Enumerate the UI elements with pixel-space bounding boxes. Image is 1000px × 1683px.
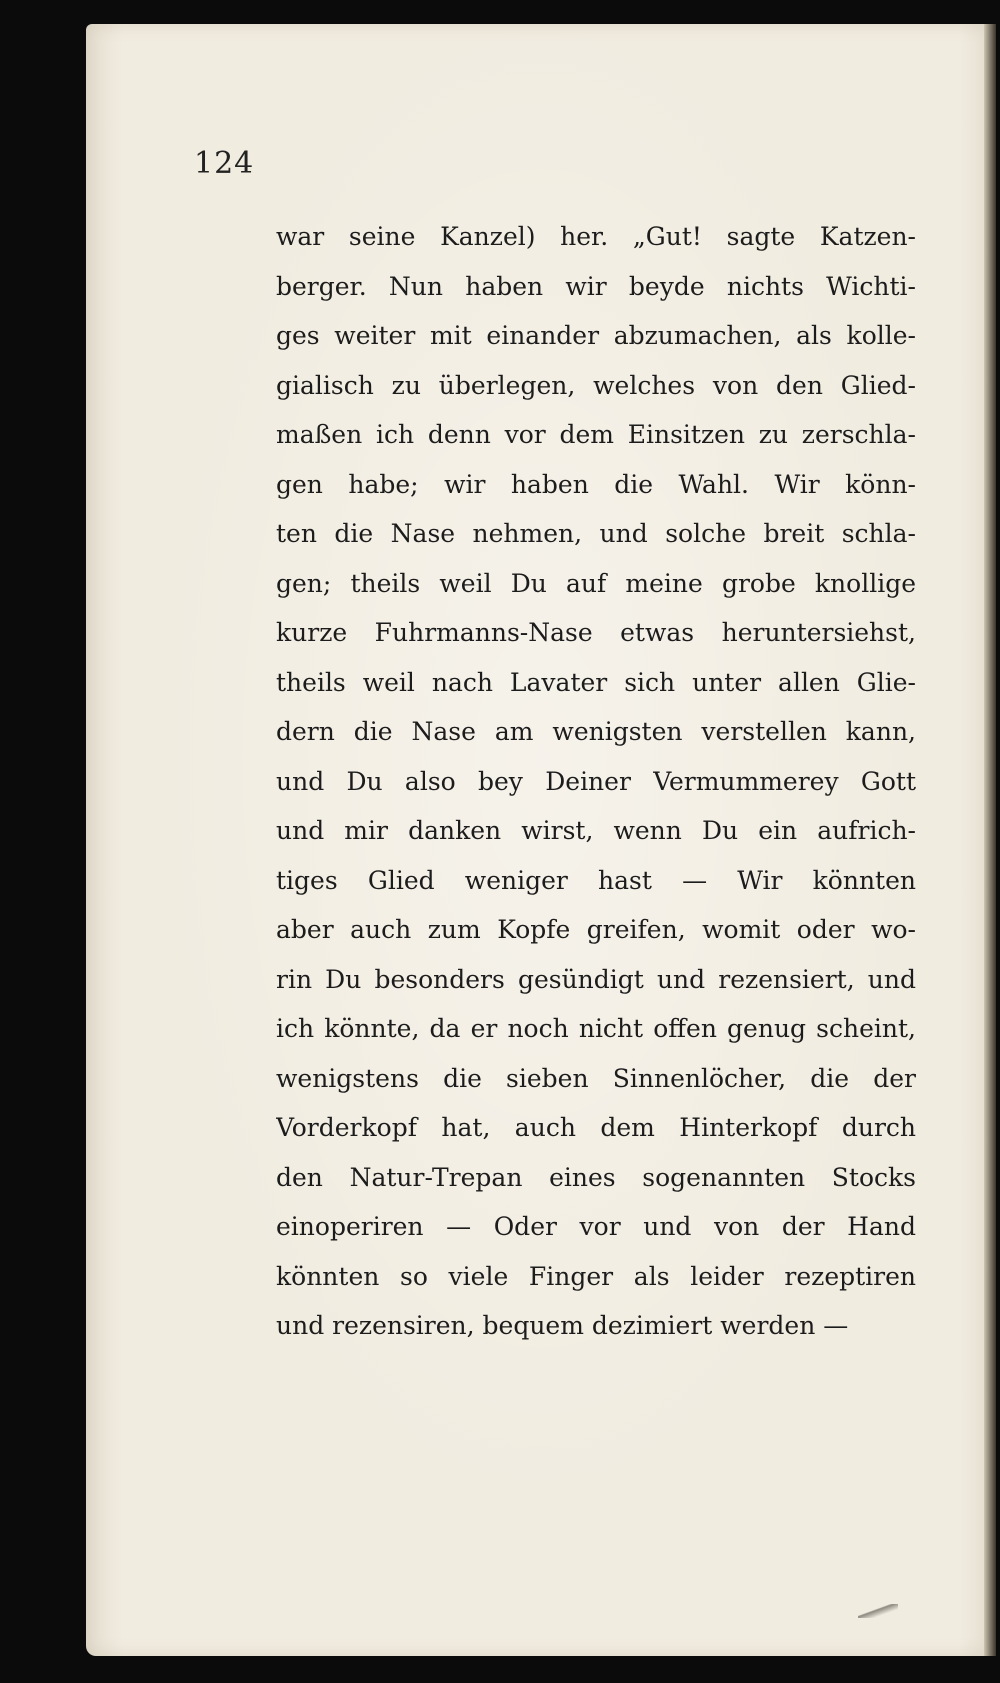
text-line: kurze Fuhrmanns-Nase etwas heruntersiehst, [276, 618, 916, 647]
page-edge-shadow [984, 24, 996, 1656]
text-line: aber auch zum Kopfe greifen, womit oder wo- [276, 915, 916, 944]
text-line: rin Du besonders gesündigt und rezensiert, und [276, 964, 916, 994]
text-line: maßen ich denn vor dem Einsitzen zu zerschla- [276, 420, 916, 449]
text-line: gialisch zu überlegen, welches von den Glied- [276, 370, 916, 400]
text-line: wenigstens die sieben Sinnenlöcher, die der [276, 1063, 916, 1093]
text-line: dern die Nase am wenigsten verstellen kann, [276, 717, 916, 746]
text-line: und rezensiren, bequem dezimiert werden — [276, 1311, 849, 1340]
text-line: ten die Nase nehmen, und solche breit schla- [276, 519, 916, 548]
text-line: könnten so viele Finger als leider rezeptiren [276, 1261, 916, 1291]
text-line: theils weil nach Lavater sich unter allen Glie- [276, 667, 916, 697]
text-line: tiges Glied weniger hast — Wir könnten [276, 865, 916, 895]
text-line: war seine Kanzel) her. „Gut! sagte Katzen- [276, 222, 916, 251]
text-line: einoperiren — Oder vor und von der Hand [276, 1212, 916, 1241]
text-line: Vorderkopf hat, auch dem Hinterkopf durch [276, 1113, 916, 1142]
page-corner-mark [858, 1604, 898, 1618]
text-line: ges weiter mit einander abzumachen, als kolle- [276, 321, 916, 350]
text-line: den Natur-Trepan eines sogenannten Stocks [276, 1162, 916, 1192]
text-line: ich könnte, da er noch nicht offen genug scheint, [276, 1014, 916, 1043]
body-text [276, 212, 916, 1351]
text-line: und Du also bey Deiner Vermummerey Gott [276, 766, 916, 796]
text-line: gen habe; wir haben die Wahl. Wir könn- [276, 469, 916, 499]
text-line: und mir danken wirst, wenn Du ein aufrich- [276, 816, 916, 845]
text-line: gen; theils weil Du auf meine grobe knollige [276, 568, 916, 598]
text-line: berger. Nun haben wir beyde nichts Wichti- [276, 271, 916, 301]
page-number: 124 [194, 146, 255, 181]
